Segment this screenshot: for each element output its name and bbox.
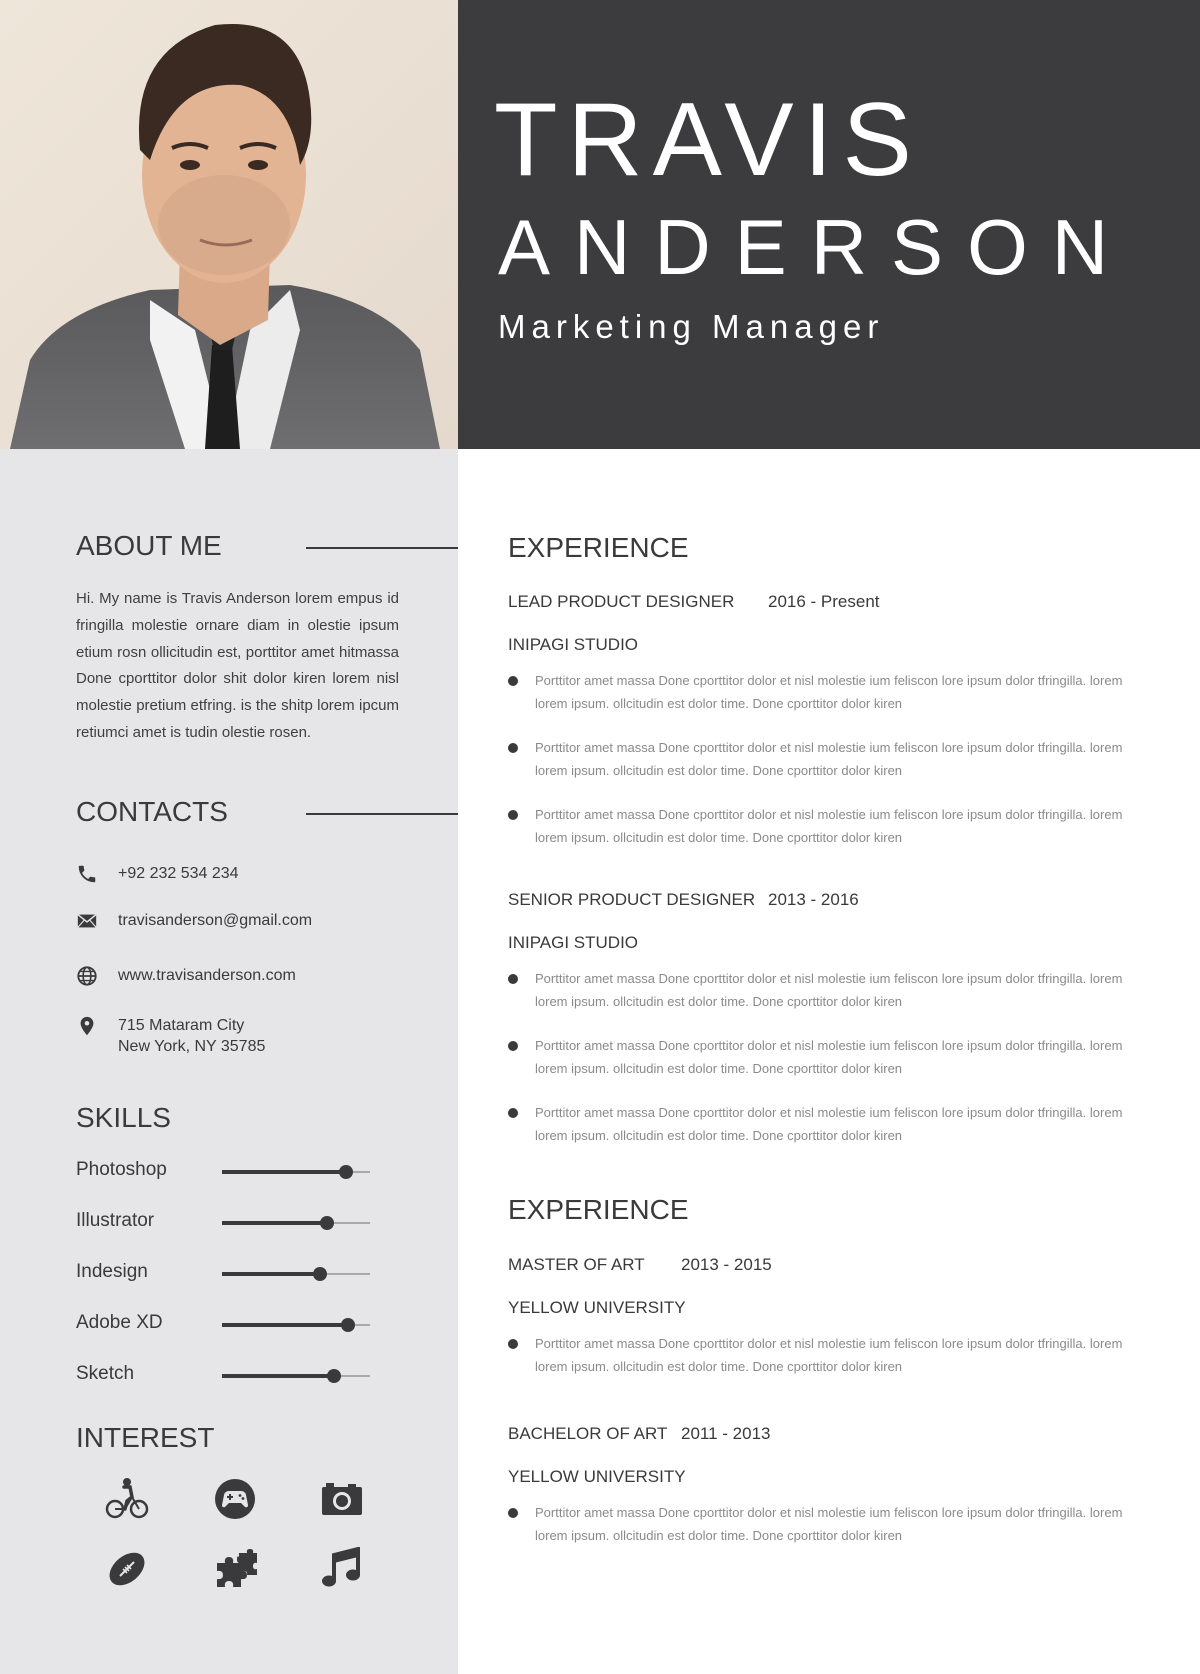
skill-label: Sketch bbox=[76, 1363, 135, 1384]
about-divider bbox=[306, 547, 458, 549]
skill-level-knob bbox=[313, 1267, 327, 1281]
skill-level-bar bbox=[222, 1324, 370, 1326]
skill-label: Photoshop bbox=[76, 1159, 167, 1180]
job-company: INIPAGI STUDIO bbox=[508, 635, 639, 654]
bullet-text: Porttitor amet massa Done cporttitor dolor et nisl molestie ium feliscon lore ipsum dolor tfringilla. lorem lorem ipsum. ollcitudin est dolor time. Done cporttitor dolor kiren bbox=[535, 1038, 1123, 1076]
cycling-icon bbox=[105, 1477, 149, 1521]
job-title: Marketing Manager bbox=[498, 308, 885, 345]
last-name: ANDERSON bbox=[498, 203, 1133, 291]
bullet-dot bbox=[508, 1041, 518, 1051]
skill-level-bar bbox=[222, 1375, 370, 1377]
contacts-divider bbox=[306, 813, 458, 815]
degree-period: 2013 - 2015 bbox=[681, 1255, 772, 1274]
degree-period: 2011 - 2013 bbox=[681, 1424, 771, 1443]
skill-row bbox=[76, 1261, 376, 1287]
interest-heading: INTEREST bbox=[76, 1422, 215, 1453]
phone-number: +92 232 534 234 bbox=[118, 865, 239, 882]
skill-level-fill bbox=[222, 1374, 334, 1378]
bullet-dot bbox=[508, 1508, 518, 1518]
skill-level-knob bbox=[339, 1165, 353, 1179]
skill-level-knob bbox=[327, 1369, 341, 1383]
skill-level-bar bbox=[222, 1273, 370, 1275]
bullet-text: Porttitor amet massa Done cporttitor dolor et nisl molestie ium feliscon lore ipsum dolor tfringilla. lorem lorem ipsum. ollcitudin est dolor time. Done cporttitor dolor kiren bbox=[535, 971, 1123, 1009]
degree-title: MASTER OF ART bbox=[508, 1255, 645, 1274]
first-name: TRAVIS bbox=[494, 82, 922, 198]
bullet-text: Porttitor amet massa Done cporttitor dolor et nisl molestie ium feliscon lore ipsum dolor tfringilla. lorem lorem ipsum. ollcitudin est dolor time. Done cporttitor dolor kiren bbox=[535, 740, 1123, 778]
bullet-text: Porttitor amet massa Done cporttitor dolor et nisl molestie ium feliscon lore ipsum dolor tfringilla. lorem lorem ipsum. ollcitudin est dolor time. Done cporttitor dolor kiren bbox=[535, 1336, 1123, 1374]
job-role: SENIOR PRODUCT DESIGNER bbox=[508, 890, 756, 909]
skill-level-fill bbox=[222, 1170, 346, 1174]
skill-level-fill bbox=[222, 1221, 327, 1225]
skill-row bbox=[76, 1363, 376, 1389]
skills-heading: SKILLS bbox=[76, 1102, 171, 1133]
profile-photo bbox=[0, 0, 458, 449]
contact-phone bbox=[76, 863, 239, 889]
about-heading: ABOUT ME bbox=[76, 530, 222, 561]
bullet-text: Porttitor amet massa Done cporttitor dolor et nisl molestie ium feliscon lore ipsum dolor tfringilla. lorem lorem ipsum. ollcitudin est dolor time. Done cporttitor dolor kiren bbox=[535, 1105, 1123, 1143]
contact-address bbox=[76, 1015, 265, 1063]
skill-label: Adobe XD bbox=[76, 1312, 163, 1333]
music-note-icon bbox=[320, 1547, 364, 1591]
header-banner bbox=[458, 0, 1200, 449]
skill-label: Illustrator bbox=[76, 1210, 155, 1231]
phone-icon bbox=[76, 863, 98, 885]
experience-heading: EXPERIENCE bbox=[508, 532, 689, 563]
puzzle-icon bbox=[213, 1549, 257, 1593]
skill-row bbox=[76, 1312, 376, 1338]
bullet-text: Porttitor amet massa Done cporttitor dolor et nisl molestie ium feliscon lore ipsum dolor tfringilla. lorem lorem ipsum. ollcitudin est dolor time. Done cporttitor dolor kiren bbox=[535, 673, 1123, 711]
bullet-dot bbox=[508, 676, 518, 686]
skill-row bbox=[76, 1159, 376, 1185]
skill-level-fill bbox=[222, 1272, 320, 1276]
email-address[interactable]: travisanderson@gmail.com bbox=[118, 912, 313, 929]
job-role: LEAD PRODUCT DESIGNER bbox=[508, 592, 735, 611]
skill-label: Indesign bbox=[76, 1261, 148, 1282]
address bbox=[118, 1015, 265, 1057]
job-company: INIPAGI STUDIO bbox=[508, 933, 639, 952]
location-pin-icon bbox=[76, 1015, 98, 1037]
job-period: 2013 - 2016 bbox=[768, 890, 859, 909]
skill-level-knob bbox=[320, 1216, 334, 1230]
skill-row bbox=[76, 1210, 376, 1236]
bullet-dot bbox=[508, 810, 518, 820]
bullet-dot bbox=[508, 1108, 518, 1118]
address-line-1: 715 Mataram City bbox=[118, 1017, 245, 1034]
contact-website bbox=[76, 965, 296, 991]
mail-icon bbox=[76, 910, 98, 932]
bullet-dot bbox=[508, 1339, 518, 1349]
gamepad-icon bbox=[213, 1477, 257, 1521]
contacts-heading: CONTACTS bbox=[76, 796, 228, 827]
globe-icon bbox=[76, 965, 98, 987]
bullet-dot bbox=[508, 974, 518, 984]
about-text: Hi. My name is Travis Anderson lorem empus id fringilla molestie ornare diam in olestie ipsum etium rosn ollicitudin est, porttitor amet hitmassa Done cporttitor dolor shit dolor kiren lorem nisl molestie pretium etfring. is the shitp lorem ipcum retiumci amet is tudin olestie rosen. bbox=[76, 590, 399, 741]
website-url[interactable]: www.travisanderson.com bbox=[118, 967, 296, 984]
job-period: 2016 - Present bbox=[768, 592, 880, 611]
skill-level-bar bbox=[222, 1222, 370, 1224]
address-line-2: New York, NY 35785 bbox=[118, 1038, 266, 1055]
contact-email bbox=[76, 910, 312, 936]
bullet-text: Porttitor amet massa Done cporttitor dolor et nisl molestie ium feliscon lore ipsum dolor tfringilla. lorem lorem ipsum. ollcitudin est dolor time. Done cporttitor dolor kiren bbox=[535, 807, 1123, 845]
skill-level-bar bbox=[222, 1171, 370, 1173]
bullet-text: Porttitor amet massa Done cporttitor dolor et nisl molestie ium feliscon lore ipsum dolor tfringilla. lorem lorem ipsum. ollcitudin est dolor time. Done cporttitor dolor kiren bbox=[535, 1505, 1123, 1543]
football-icon bbox=[105, 1547, 149, 1591]
degree-school: YELLOW UNIVERSITY bbox=[508, 1467, 686, 1486]
skill-level-fill bbox=[222, 1323, 348, 1327]
skill-level-knob bbox=[341, 1318, 355, 1332]
education-heading: EXPERIENCE bbox=[508, 1194, 689, 1225]
bullet-dot bbox=[508, 743, 518, 753]
camera-icon bbox=[320, 1477, 364, 1521]
degree-title: BACHELOR OF ART bbox=[508, 1424, 668, 1443]
degree-school: YELLOW UNIVERSITY bbox=[508, 1298, 686, 1317]
